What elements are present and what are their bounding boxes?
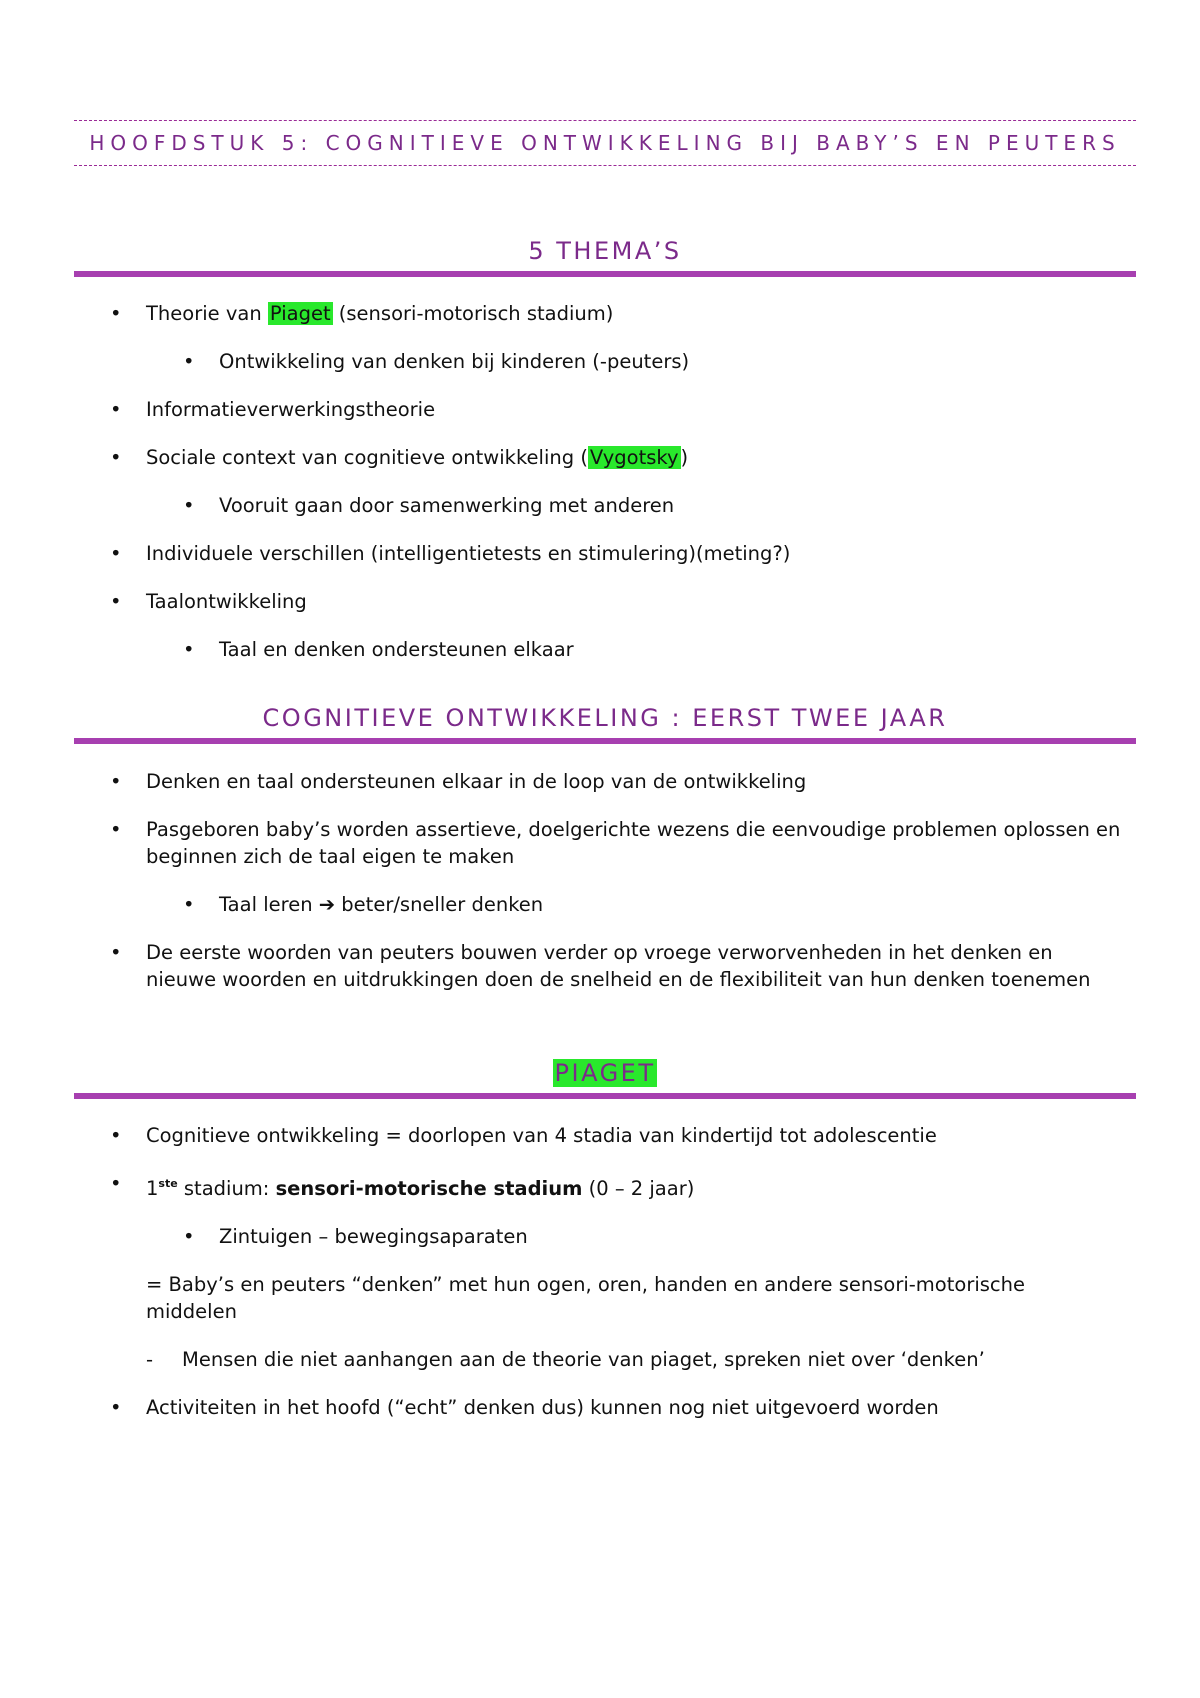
list-item: • Pasgeboren baby’s worden assertieve, doelgerichte wezens die eenvoudige problemen oplossen en beginnen zich de taal eigen te maken (110, 818, 1121, 868)
themas-list (74, 300, 1136, 684)
section-title: 5 THEMA’S (528, 237, 682, 265)
arrow-right-icon: ➔ (318, 893, 336, 916)
list-item: • De eerste woorden van peuters bouwen verder op vroege verworvenheden in het denken en nieuwe woorden en uitdrukkingen doen de snelheid en de flexibiliteit van hun denken toenemen (110, 941, 1091, 991)
section-cognitieve-ontwikkeling (74, 700, 1136, 744)
piaget-list (74, 1122, 1136, 1442)
chapter-title: HOOFDSTUK 5: COGNITIEVE ONTWIKKELING BIJ BABY’S EN PEUTERS (89, 131, 1121, 155)
bullet-icon: • (110, 590, 122, 613)
bullet-icon: • (183, 1225, 195, 1248)
section-title: COGNITIEVE ONTWIKKELING : EERST TWEE JAAR (262, 704, 948, 732)
list-item: • Denken en taal ondersteunen elkaar in de loop van de ontwikkeling (110, 770, 807, 793)
list-item: • Informatieverwerkingstheorie (110, 398, 436, 421)
bullet-icon: • (110, 1396, 122, 1419)
list-item: - Mensen die niet aanhangen aan de theorie van piaget, spreken niet over ‘denken’ (146, 1348, 985, 1371)
paragraph: = Baby’s en peuters “denken” met hun ogen, oren, handen en andere sensori-motorische middelen (146, 1273, 1025, 1323)
cognitieve-list (74, 768, 1136, 1014)
section-rule (74, 738, 1136, 744)
list-item: • Taal en denken ondersteunen elkaar (183, 638, 574, 661)
bullet-icon: • (110, 1124, 122, 1147)
list-item: • Sociale context van cognitieve ontwikkeling ( Vygotsky ) (110, 446, 689, 469)
section-title (74, 1055, 1136, 1091)
section-themas (74, 233, 1136, 277)
list-item: • Taal leren ➔ beter/sneller denken (183, 893, 544, 916)
bullet-icon: • (110, 941, 122, 964)
highlight-piaget: Piaget (269, 302, 331, 325)
list-item: • Activiteiten in het hoofd (“echt” denken dus) kunnen nog niet uitgevoerd worden (110, 1396, 939, 1419)
bullet-icon: • (110, 446, 122, 469)
chapter-bottom-rule (74, 165, 1136, 166)
list-item: • Vooruit gaan door samenwerking met anderen (183, 494, 675, 517)
list-item: • 1ste stadium: sensori-motorische stadium (0 – 2 jaar) (110, 1172, 695, 1200)
highlight-piaget-title: PIAGET (554, 1059, 656, 1087)
list-item: • Cognitieve ontwikkeling = doorlopen van 4 stadia van kindertijd tot adolescentie (110, 1124, 937, 1147)
bullet-icon: • (110, 398, 122, 421)
section-piaget (74, 1055, 1136, 1099)
list-item: • Ontwikkeling van denken bij kinderen (-peuters) (183, 350, 690, 373)
dash-icon: - (146, 1348, 154, 1371)
section-rule (74, 271, 1136, 277)
bullet-icon: • (110, 818, 122, 841)
chapter-top-rule (74, 120, 1136, 121)
list-item: • Individuele verschillen (intelligentietests en stimulering)(meting?) (110, 542, 791, 565)
bullet-icon: • (110, 1172, 122, 1195)
bullet-icon: • (183, 893, 195, 916)
section-rule (74, 1093, 1136, 1099)
chapter-header (74, 120, 1136, 166)
list-item: • Taalontwikkeling (110, 590, 307, 613)
list-item: • Zintuigen – bewegingsaparaten (183, 1225, 528, 1248)
list-item: • Theorie van Piaget (sensori-motorisch stadium) (110, 302, 614, 325)
bullet-icon: • (110, 542, 122, 565)
document-page (74, 0, 1136, 1698)
highlight-vygotsky: Vygotsky (589, 446, 679, 469)
bullet-icon: • (110, 770, 122, 793)
bullet-icon: • (110, 302, 122, 325)
bullet-icon: • (183, 494, 195, 517)
bullet-icon: • (183, 638, 195, 661)
bullet-icon: • (183, 350, 195, 373)
